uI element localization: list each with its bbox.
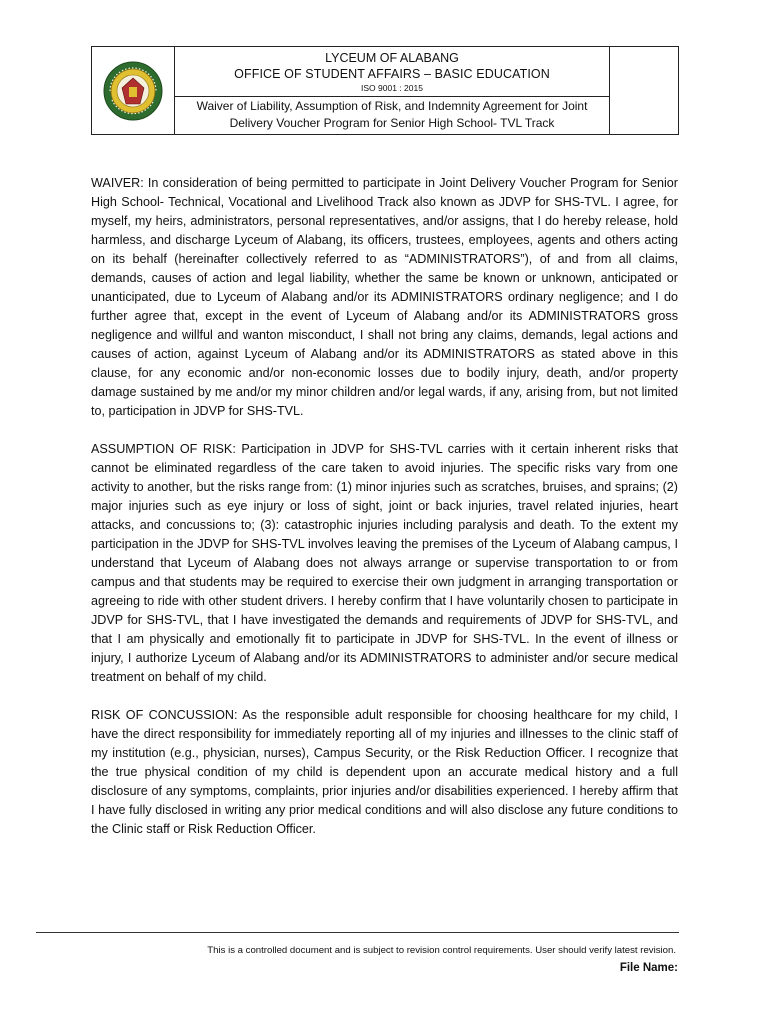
waiver-paragraph: WAIVER: In consideration of being permitted to participate in Joint Delivery Voucher Program for Senior High School- Technical, Vocational and Livelihood Track also known as JDVP for SHS-TVL. I agree, for myself, my heirs, administrators, personal representatives, and/or assigns, that I do hereby release, hold harmless, and discharge Lyceum of Alabang, its officers, trustees, employees, agents and others acting on its behalf (hereinafter collectively referred to as “ADMINISTRATORS”), of and from all claims, demands, causes of action and legal liability, whether the same be known or unknown, anticipated or unanticipated, due to Lyceum of Alabang and/or its ADMINISTRATORS ordinary negligence; and I do further agree that, except in the event of Lyceum of Alabang and/or its ADMINISTRATORS gross negligence and willful and wanton misconduct, I shall not bring any claims, demands, legal actions and causes of action, against Lyceum of Alabang and/or its ADMINISTRATORS as stated above in this clause, for any economic and/or non-economic losses due to bodily injury, death, and/or property damage sustained by me and/or my minor children and/or legal wards, if any, arising from, but not limited to, participation in JDVP for SHS-TVL. — [91, 176, 678, 418]
risk-of-concussion-paragraph: RISK OF CONCUSSION: As the responsible adult responsible for choosing healthcare for my child, I have the direct responsibility for immediately reporting all of my injuries and illnesses to the clinic staff of my institution (e.g., physician, nurses), Campus Security, or the Risk Reduction Officer. I recognize that the true physical condition of my child is dependent upon an accurate medical history and a full disclosure of any symptoms, complaints, prior injuries and/or disabilities experienced. I hereby affirm that I have fully disclosed in writing any prior medical conditions and will also disclose any future conditions to the Clinic staff or Risk Reduction Officer. — [91, 708, 678, 836]
document-header-table — [91, 46, 679, 135]
logo-cell — [92, 47, 175, 135]
footer-divider — [36, 932, 679, 933]
controlled-document-note: This is a controlled document and is subject to revision control requirements. User should verify latest revision. — [207, 945, 676, 956]
iso-label: ISO 9001 : 2015 — [361, 83, 423, 93]
document-body — [91, 174, 678, 858]
header-info-cell — [175, 47, 610, 97]
school-name: LYCEUM OF ALABANG — [325, 51, 459, 65]
blank-cell — [610, 47, 679, 135]
file-name-label: File Name: — [619, 962, 678, 974]
school-seal-icon — [102, 60, 164, 122]
assumption-of-risk-paragraph: ASSUMPTION OF RISK: Participation in JDVP for SHS-TVL carries with it certain inherent risks that cannot be eliminated regardless of the care taken to avoid injuries. The specific risks vary from one activity to another, but the risks range from: (1) minor injuries such as scratches, bruises, and sprains; (2) major injuries such as eye injury or loss of sight, joint or back injuries, travel related injuries, heart attacks, and concussions to; (3): catastrophic injuries including paralysis and death. To the extent my participation in the JDVP for SHS-TVL involves leaving the premises of the Lyceum of Alabang campus, I understand that Lyceum of Alabang does not always arrange or supervise transportation to or from campus and that students may be required to exercise their own judgment in arranging transportation or agreeing to ride with other student drivers. I hereby confirm that I have voluntarily chosen to participate in JDVP for SHS-TVL, that I have investigated the demands and requirements of JDVP for SHS-TVL, and that I am physically and emotionally fit to participate in JDVP for SHS-TVL. In the event of illness or injury, I authorize Lyceum of Alabang and/or its ADMINISTRATORS to administer and/or secure medical treatment on behalf of my child. — [91, 442, 678, 684]
document-title: Waiver of Liability, Assumption of Risk, and Indemnity Agreement for Joint Delivery Voucher Program for Senior High School- TVL Track — [175, 97, 610, 135]
office-name: OFFICE OF STUDENT AFFAIRS – BASIC EDUCATION — [234, 67, 550, 81]
